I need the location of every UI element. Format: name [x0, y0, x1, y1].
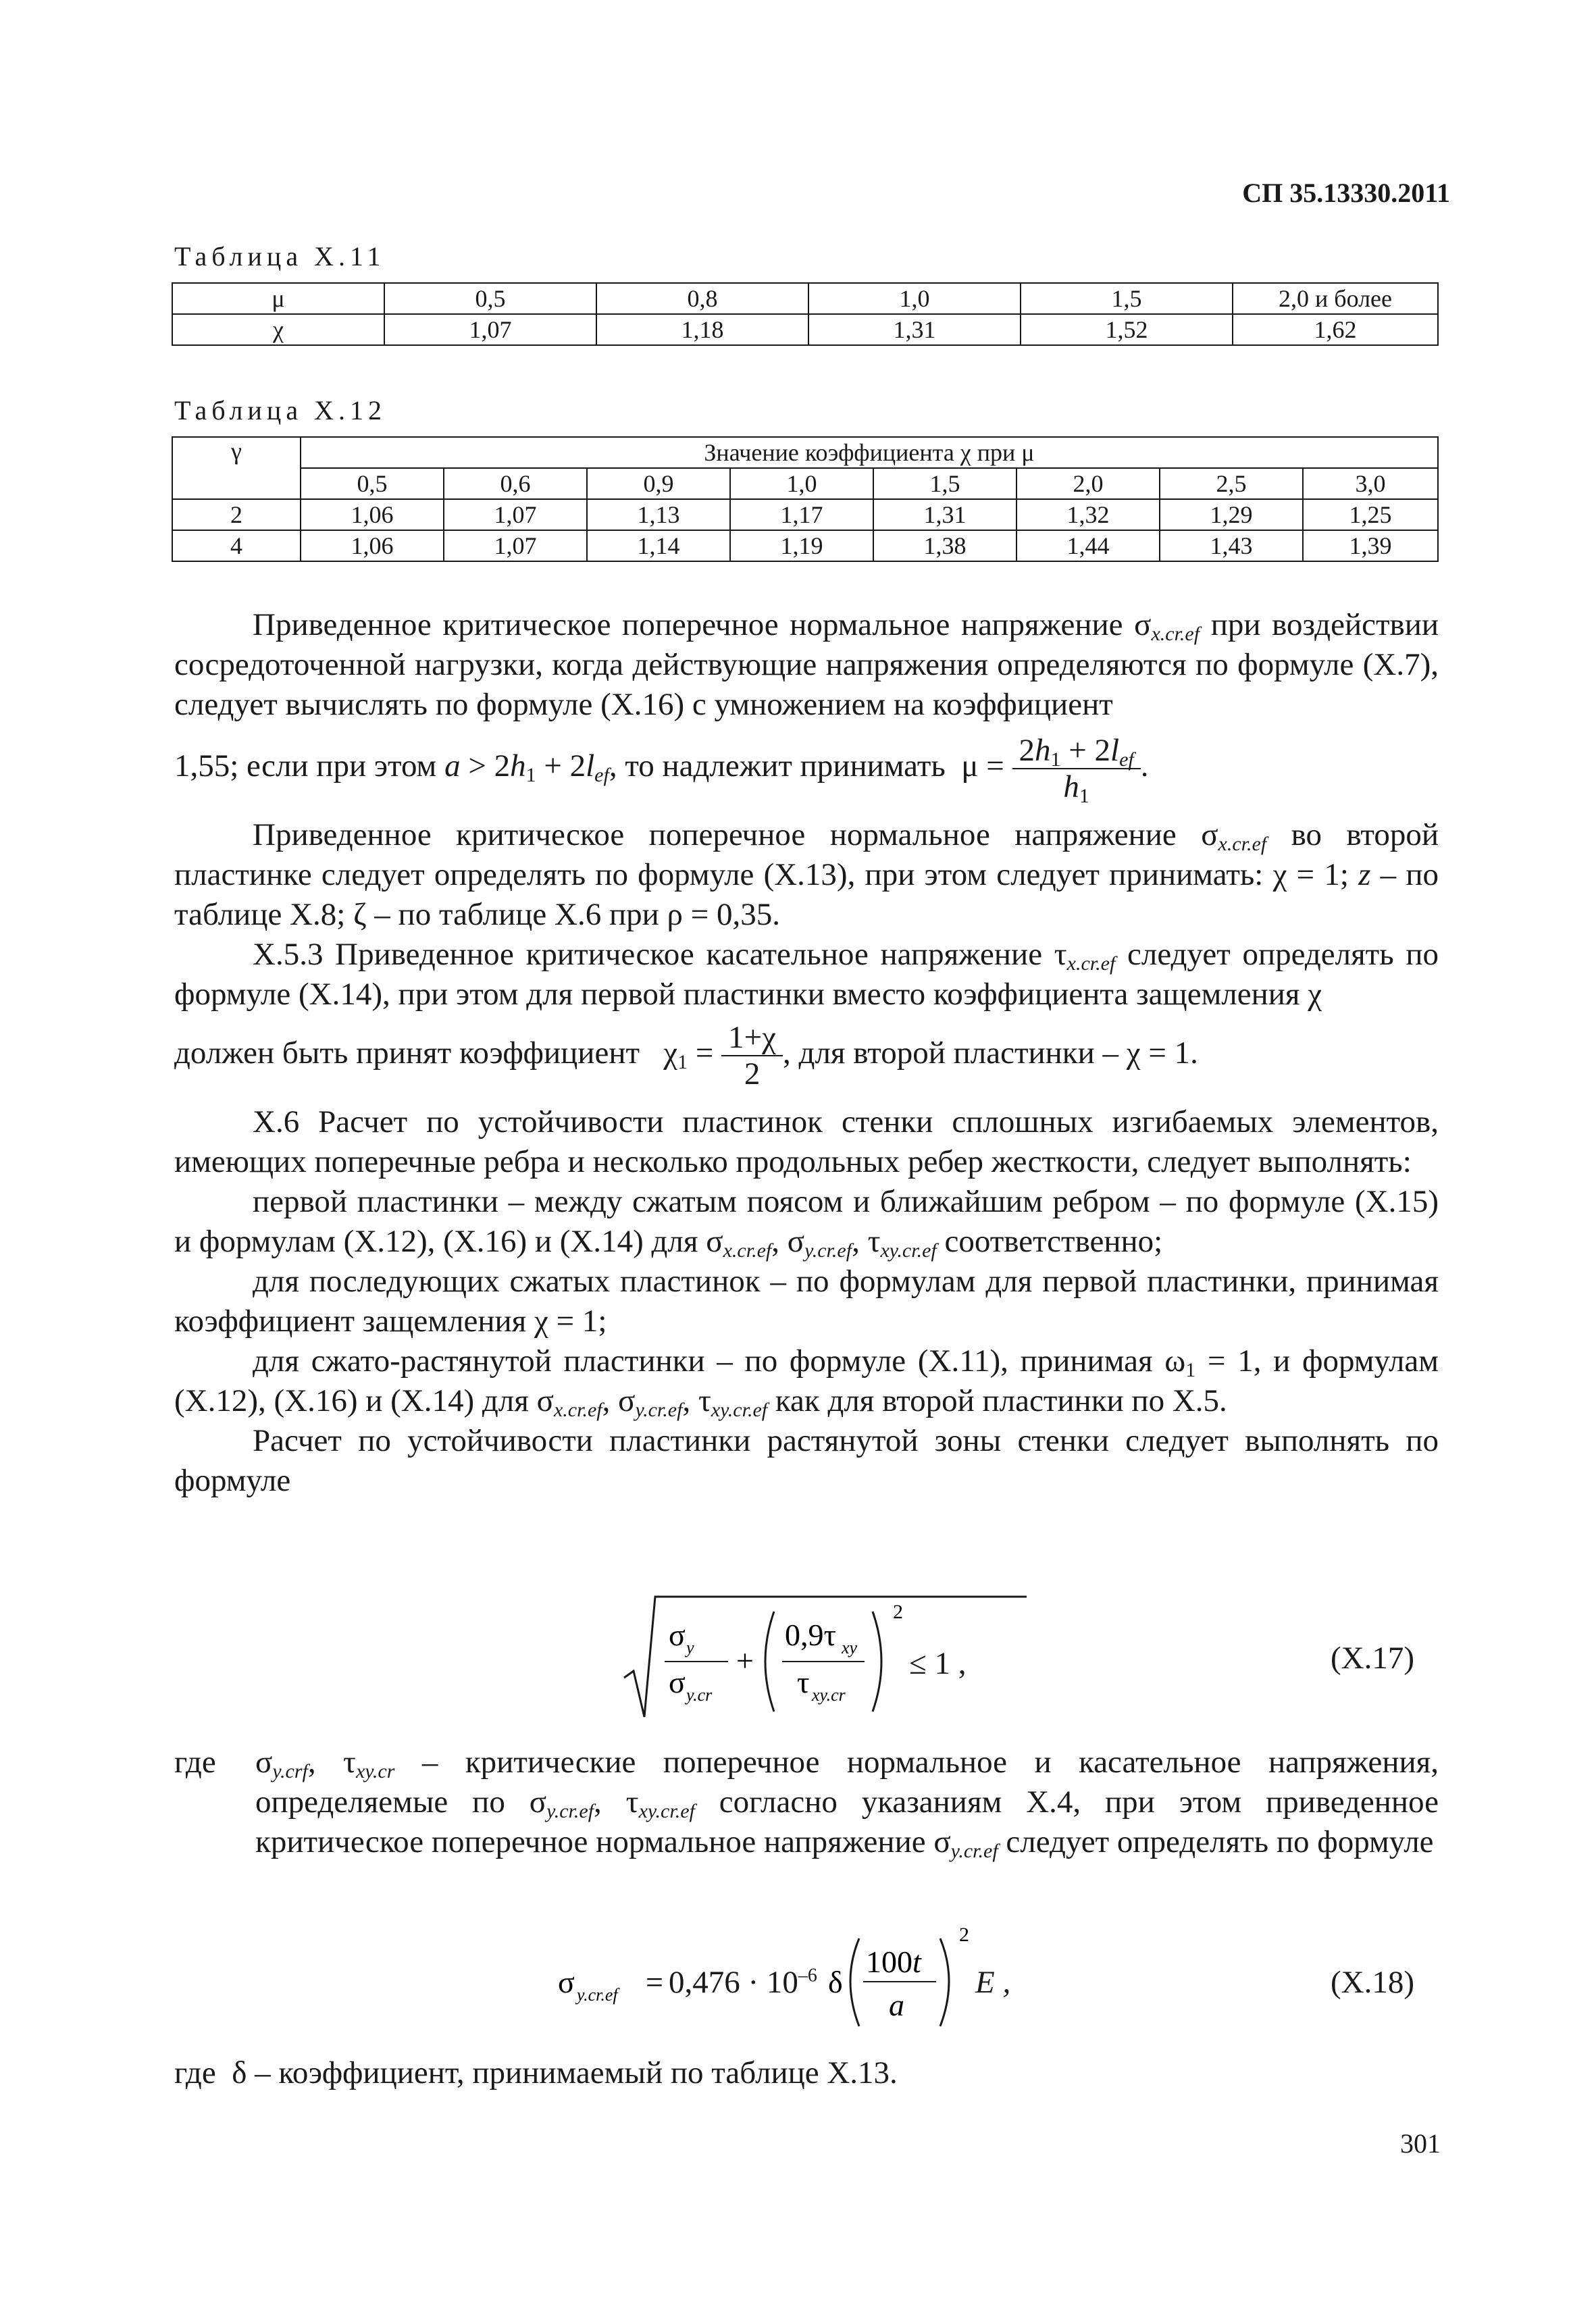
table-cell: 1,06	[301, 499, 444, 530]
mu-header: 3,0	[1303, 468, 1438, 499]
svg-text:y: y	[686, 1638, 694, 1657]
table-cell: 1,17	[730, 499, 873, 530]
paragraph: Расчет по устойчивости пластинки растянутой зоны стенки следует выполнять по формуле	[174, 1423, 1439, 1498]
text-span: следует определять по формуле	[1006, 1824, 1434, 1859]
svg-text:σ: σ	[558, 1965, 575, 1999]
formula-x18-number: (Х.18)	[1331, 1965, 1414, 2000]
text-span: – критические поперечное нормальное и касательное напряжения, определяемые по	[255, 1745, 1439, 1820]
document-code: СП 35.13330.2011	[1242, 178, 1450, 208]
table-cell: 1,52	[1021, 314, 1233, 345]
where-label: где	[174, 1745, 216, 1780]
svg-text:+: +	[736, 1643, 754, 1678]
mu-header: 1,0	[730, 468, 873, 499]
table-cell: 1,31	[873, 499, 1016, 530]
mu-header: 0,6	[444, 468, 587, 499]
svg-text:2: 2	[959, 1924, 969, 1946]
svg-text:δ: δ	[828, 1965, 843, 1999]
text-span: = 1, и формулам (Х.12), (Х.16) и (Х.14) для	[174, 1343, 1439, 1418]
paragraph: Х.5.3 Приведенное критическое касательное напряжение $\tau_{x.cr.ef}$ следует определять по формуле (Х.14), при этом для первой пластинки вместо коэффициента защемления χ	[174, 937, 1439, 1012]
table-cell: 1,19	[730, 530, 873, 561]
text-span: во второй пластинке следует определять по формуле (Х.13), при этом следует принимать: χ = 1;	[174, 817, 1439, 892]
coefficient: 0,476 · 10	[669, 1965, 798, 2000]
mu-header: 0,5	[301, 468, 444, 499]
paragraph: $\sigma_{y.crf}$, $\tau_{xy.cr}$ – критические поперечное нормальное и касательное напряжения, определяемые по $\sigma_{y.cr.ef}$, $\tau_{xy.cr.ef}$ согласно указаниям Х.4, при этом приведенное критическое поперечное нормальное напряжение $\sigma_{y.cr.ef}$ следует определять по формуле	[255, 1745, 1439, 1862]
table-cell: 0,8	[596, 283, 808, 314]
svg-text:=: =	[646, 1965, 663, 1999]
page-number: 301	[1400, 2128, 1441, 2159]
table-cell: 1,18	[596, 314, 808, 345]
table-cell: 1,25	[1303, 499, 1438, 530]
table-cell: 1,0	[808, 283, 1021, 314]
text-span: , для второй пластинки – χ = 1.	[783, 1035, 1198, 1071]
exponent: –6	[798, 1965, 817, 1986]
svg-text:τ: τ	[797, 1665, 810, 1699]
table-cell: 1,39	[1303, 530, 1438, 561]
formula-x17-number: (Х.17)	[1331, 1641, 1414, 1676]
where-label: где	[174, 2055, 216, 2090]
chi1-fraction: $\frac{1+\chi}{2}$	[721, 1020, 783, 1091]
table-cell: 1,44	[1016, 530, 1160, 561]
table-cell: 1,62	[1233, 314, 1438, 345]
text-span: Приведенное критическое поперечное нормальное напряжение	[253, 817, 1177, 852]
table-cell: 1,13	[587, 499, 730, 530]
table-cell: 1,31	[808, 314, 1021, 345]
paragraph: должен быть принят коэффициент $\chi_1$ = $\frac{1+\chi}{2}$ , для второй пластинки – χ = 1.	[174, 1020, 1198, 1091]
svg-text:2: 2	[893, 1601, 903, 1623]
table-row	[172, 499, 1438, 530]
mu-header: 2,0	[1016, 468, 1160, 499]
table-row	[172, 530, 1438, 561]
text-span: – по таблице Х.8; ζ – по таблице Х.6 при ρ = 0,35.	[174, 857, 1439, 932]
text-span: δ – коэффициент, принимаемый по таблице Х.13.	[232, 2055, 898, 2090]
text-span: соответственно;	[944, 1224, 1163, 1259]
text-span: 1,55; если при этом	[174, 748, 437, 783]
table-cell: 1,5	[1021, 283, 1233, 314]
formula-x17-inequality: ≤ 1 ,	[909, 1646, 967, 1681]
svg-text:0,9τ: 0,9τ	[785, 1618, 836, 1652]
paragraph: 1,55; если при этом $a > 2h_1 + 2l_{ef}$, то надлежит принимать μ = $\frac{2h_1 + 2l_{ef}}{h_1}$ .	[174, 733, 1149, 807]
table-cell: 1,07	[384, 314, 596, 345]
table-row	[172, 437, 1438, 468]
svg-text:y.cr.ef: y.cr.ef	[577, 1985, 618, 2005]
table-12-caption: Таблица Х.12	[174, 395, 386, 426]
gamma-header: γ	[172, 437, 301, 499]
paragraph: первой пластинки – между сжатым поясом и ближайшим ребром – по формуле (Х.15) и формулам (Х.12), (Х.16) и (Х.14) для $\sigma_{x.cr.ef}$, $\sigma_{y.cr.ef}$, $\tau_{xy.cr.ef}$ соответственно;	[174, 1184, 1439, 1262]
table-cell: 1,38	[873, 530, 1016, 561]
svg-text:σ: σ	[669, 1665, 686, 1699]
text-span: должен быть принят коэффициент	[174, 1035, 640, 1071]
svg-text:xy.cr: xy.cr	[812, 1685, 846, 1705]
table-cell: 1,07	[444, 499, 587, 530]
table-cell: 4	[172, 530, 301, 561]
table-cell: 1,43	[1160, 530, 1303, 561]
paragraph: для последующих сжатых пластинок – по формулам для первой пластинки, принимая коэффициент защемления χ = 1;	[174, 1264, 1439, 1339]
table-cell: 1,14	[587, 530, 730, 561]
svg-text:100t: 100t	[866, 1945, 921, 1979]
text-span: первой пластинки – между сжатым поясом и ближайшим ребром – по формуле (Х.15) и формулам (Х.12), (Х.16) и (Х.14) для	[174, 1184, 1439, 1259]
text-span: согласно указаниям Х.4, при этом приведенное критическое поперечное нормальное напряжение	[255, 1784, 1439, 1859]
text-span: Приведенное критическое поперечное нормальное напряжение	[253, 607, 1123, 642]
where-block-2	[174, 2053, 1439, 2093]
table-12	[172, 436, 1439, 562]
mu-header: 0,9	[587, 468, 730, 499]
formula-x18-coefficient	[669, 1964, 817, 2001]
paragraph: Приведенное критическое поперечное нормальное напряжение $\sigma_{x.cr.ef}$ во второй пластинке следует определять по формуле (Х.13), при этом следует принимать: χ = 1; z – по таблице Х.8; ζ – по таблице Х.6 при ρ = 0,35.	[174, 817, 1439, 932]
table-11	[172, 282, 1439, 346]
svg-text:σ: σ	[669, 1618, 686, 1652]
table-row	[172, 468, 1438, 499]
body-text-1	[174, 605, 1439, 1501]
table-cell: 1,06	[301, 530, 444, 561]
group-header: Значение коэффициента χ при μ	[301, 437, 1438, 468]
text-span: следует определять по формуле (Х.14), при этом для первой пластинки вместо коэффициента защемления χ	[174, 937, 1439, 1012]
table-cell: μ	[172, 283, 384, 314]
table-11-caption: Таблица Х.11	[174, 241, 386, 272]
mu-fraction: $\frac{2h_1 + 2l_{ef}}{h_1}$	[1012, 733, 1141, 804]
paragraph: для сжато-растянутой пластинки – по формуле (Х.11), принимая $\omega_1 = 1$, и формулам (Х.12), (Х.16) и (Х.14) для $\sigma_{x.cr.ef}$, $\sigma_{y.cr.ef}$, $\tau_{xy.cr.ef}$ как для второй пластинки по Х.5.	[174, 1343, 1439, 1421]
svg-text:xy: xy	[842, 1638, 858, 1657]
table-row	[172, 283, 1438, 314]
paragraph: Х.6 Расчет по устойчивости пластинок стенки сплошных изгибаемых элементов, имеющих поперечные ребра и несколько продольных ребер жесткости, следует выполнять:	[174, 1104, 1439, 1179]
table-cell: 0,5	[384, 283, 596, 314]
table-cell: 1,07	[444, 530, 587, 561]
table-cell: 1,32	[1016, 499, 1160, 530]
mu-header: 1,5	[873, 468, 1016, 499]
mu-header: 2,5	[1160, 468, 1303, 499]
table-cell: χ	[172, 314, 384, 345]
text-span: для сжато-растянутой пластинки – по формуле (Х.11), принимая ω	[253, 1343, 1186, 1379]
text-span: Х.5.3 Приведенное критическое касательное напряжение	[253, 937, 1043, 972]
table-cell: 1,29	[1160, 499, 1303, 530]
svg-text:y.cr: y.cr	[686, 1685, 713, 1705]
text-span: как для второй пластинки по Х.5.	[775, 1383, 1227, 1418]
svg-text:a: a	[889, 1988, 904, 2022]
table-cell: 2	[172, 499, 301, 530]
table-cell: 2,0 и более	[1233, 283, 1438, 314]
text-span: , то надлежит принимать	[609, 748, 946, 783]
text-span: при воздействии сосредоточенной нагрузки, когда действующие напряжения определяются по формуле (Х.7), следует вычислять по формуле (Х.16) с умножением на коэффициент	[174, 607, 1439, 722]
table-row	[172, 314, 1438, 345]
formula-x18-e: E ,	[975, 1965, 1011, 2000]
where-definition-1	[255, 1743, 1439, 1862]
paragraph: Приведенное критическое поперечное нормальное напряжение $\sigma_{x.cr.ef}$ при воздействии сосредоточенной нагрузки, когда действующие напряжения определяются по формуле (Х.7), следует вычислять по формуле (Х.16) с умножением на коэффициент	[174, 607, 1439, 722]
